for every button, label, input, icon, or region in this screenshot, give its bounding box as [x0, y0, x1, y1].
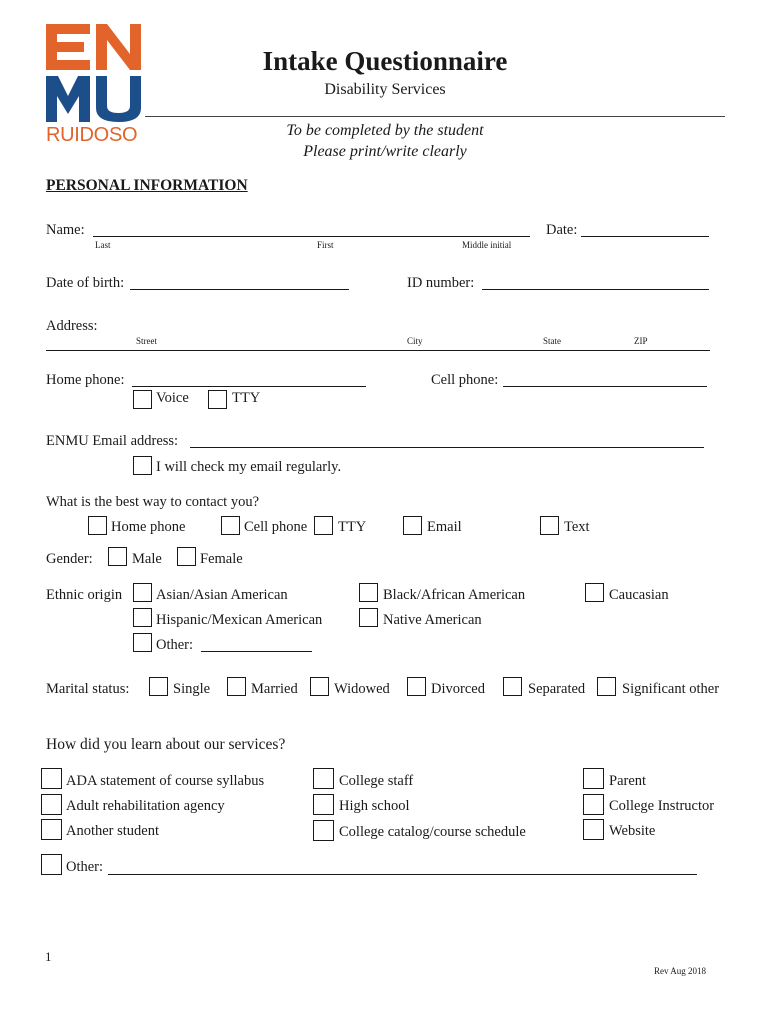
marital-separated-checkbox[interactable]	[503, 677, 522, 696]
id-field[interactable]	[482, 289, 709, 290]
learn-student-checkbox[interactable]	[41, 819, 62, 840]
date-field[interactable]	[581, 236, 709, 237]
contact-email-checkbox[interactable]	[403, 516, 422, 535]
name-first-caption: First	[317, 240, 334, 250]
ethnic-hispanic-label: Hispanic/Mexican American	[156, 612, 323, 628]
address-zip-caption: ZIP	[634, 336, 648, 346]
date-label: Date:	[546, 222, 578, 238]
learn-highschool-checkbox[interactable]	[313, 794, 334, 815]
marital-significant-label: Significant other	[622, 681, 720, 697]
logo-campus: RUIDOSO	[46, 124, 138, 146]
address-label: Address:	[46, 318, 98, 334]
address-state-caption: State	[543, 336, 561, 346]
marital-divorced-label: Divorced	[431, 681, 485, 697]
cell-phone-label: Cell phone:	[431, 372, 499, 388]
ethnic-hispanic-checkbox[interactable]	[133, 608, 152, 627]
learn-catalog-label: College catalog/course schedule	[339, 824, 526, 840]
address-street-caption: Street	[136, 336, 157, 346]
ethnic-asian-label: Asian/Asian American	[156, 587, 288, 603]
marital-label: Marital status:	[46, 681, 130, 697]
contact-text-label: Text	[564, 519, 590, 535]
learn-ada-checkbox[interactable]	[41, 768, 62, 789]
contact-text-checkbox[interactable]	[540, 516, 559, 535]
name-label: Name:	[46, 222, 85, 238]
ethnic-native-checkbox[interactable]	[359, 608, 378, 627]
instruction-1: To be completed by the student	[286, 122, 484, 139]
contact-question: What is the best way to contact you?	[46, 494, 260, 510]
tty-label: TTY	[232, 390, 261, 406]
marital-married-label: Married	[251, 681, 298, 697]
learn-other-label: Other:	[66, 859, 104, 875]
ethnic-other-field[interactable]	[201, 651, 312, 652]
ethnic-asian-checkbox[interactable]	[133, 583, 152, 602]
gender-label: Gender:	[46, 551, 93, 567]
learn-highschool-label: High school	[339, 798, 410, 814]
marital-separated-label: Separated	[528, 681, 586, 697]
address-city-caption: City	[407, 336, 423, 346]
tty-checkbox[interactable]	[208, 390, 227, 409]
name-middle-caption: Middle initial	[462, 240, 512, 250]
email-label: ENMU Email address:	[46, 433, 179, 449]
name-field[interactable]	[93, 236, 530, 237]
contact-tty-label: TTY	[338, 519, 367, 535]
marital-single-label: Single	[173, 681, 211, 697]
learn-student-label: Another student	[66, 823, 160, 839]
ethnic-black-label: Black/African American	[383, 587, 526, 603]
voice-checkbox[interactable]	[133, 390, 152, 409]
address-field[interactable]	[46, 350, 710, 351]
revision-note: Rev Aug 2018	[654, 966, 707, 976]
learn-parent-checkbox[interactable]	[583, 768, 604, 789]
page-title: Intake Questionnaire	[262, 46, 508, 76]
ethnic-caucasian-checkbox[interactable]	[585, 583, 604, 602]
contact-cell-label: Cell phone	[244, 519, 308, 535]
page-subtitle: Disability Services	[324, 81, 446, 98]
home-phone-field[interactable]	[132, 386, 366, 387]
header-rule	[145, 116, 725, 117]
contact-home-checkbox[interactable]	[88, 516, 107, 535]
marital-widowed-checkbox[interactable]	[310, 677, 329, 696]
contact-home-label: Home phone	[111, 519, 186, 535]
gender-female-checkbox[interactable]	[177, 547, 196, 566]
gender-male-label: Male	[132, 551, 162, 567]
dob-label: Date of birth:	[46, 275, 125, 291]
learn-staff-label: College staff	[339, 773, 414, 789]
marital-significant-checkbox[interactable]	[597, 677, 616, 696]
learn-parent-label: Parent	[609, 773, 647, 789]
ethnic-label: Ethnic origin	[46, 587, 123, 603]
home-phone-label: Home phone:	[46, 372, 125, 388]
marital-widowed-label: Widowed	[334, 681, 390, 697]
learn-question: How did you learn about our services?	[46, 736, 286, 753]
learn-website-label: Website	[609, 823, 656, 839]
learn-catalog-checkbox[interactable]	[313, 820, 334, 841]
marital-married-checkbox[interactable]	[227, 677, 246, 696]
id-label: ID number:	[407, 275, 475, 291]
ethnic-other-label: Other:	[156, 637, 194, 653]
gender-male-checkbox[interactable]	[108, 547, 127, 566]
contact-email-label: Email	[427, 519, 462, 535]
contact-tty-checkbox[interactable]	[314, 516, 333, 535]
voice-label: Voice	[156, 390, 189, 406]
gender-female-label: Female	[200, 551, 243, 567]
learn-staff-checkbox[interactable]	[313, 768, 334, 789]
learn-rehab-checkbox[interactable]	[41, 794, 62, 815]
ethnic-native-label: Native American	[383, 612, 482, 628]
instruction-2: Please print/write clearly	[303, 143, 467, 160]
email-check-label: I will check my email regularly.	[156, 459, 342, 475]
email-field[interactable]	[190, 447, 704, 448]
ethnic-caucasian-label: Caucasian	[609, 587, 669, 603]
learn-rehab-label: Adult rehabilitation agency	[66, 798, 225, 814]
cell-phone-field[interactable]	[503, 386, 707, 387]
learn-instructor-checkbox[interactable]	[583, 794, 604, 815]
ethnic-black-checkbox[interactable]	[359, 583, 378, 602]
learn-other-field[interactable]	[108, 874, 697, 875]
learn-website-checkbox[interactable]	[583, 819, 604, 840]
page-number: 1	[45, 949, 52, 964]
marital-single-checkbox[interactable]	[149, 677, 168, 696]
learn-instructor-label: College Instructor	[609, 798, 715, 814]
learn-other-checkbox[interactable]	[41, 854, 62, 875]
ethnic-other-checkbox[interactable]	[133, 633, 152, 652]
marital-divorced-checkbox[interactable]	[407, 677, 426, 696]
name-last-caption: Last	[95, 240, 111, 250]
section-title: PERSONAL INFORMATION	[46, 177, 248, 194]
learn-ada-label: ADA statement of course syllabus	[66, 773, 265, 789]
contact-cell-checkbox[interactable]	[221, 516, 240, 535]
email-check-checkbox[interactable]	[133, 456, 152, 475]
dob-field[interactable]	[130, 289, 349, 290]
